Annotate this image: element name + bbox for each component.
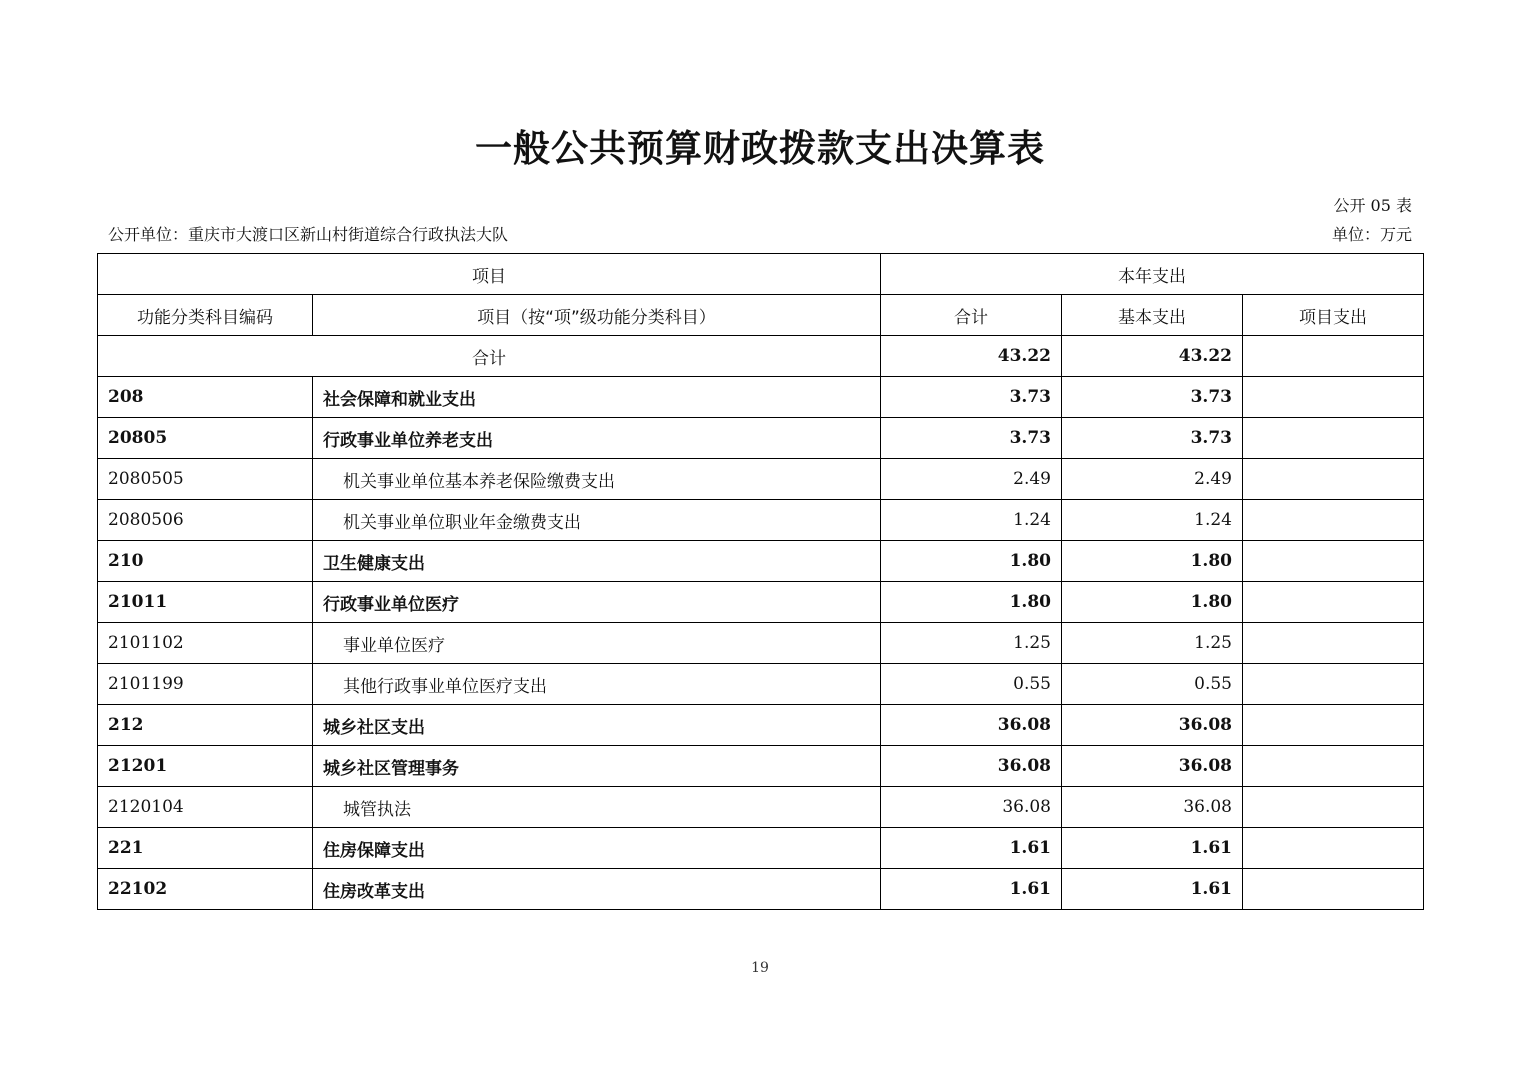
- table-row: [98, 787, 1424, 828]
- table-row: [98, 746, 1424, 787]
- row-code: 21011: [98, 582, 313, 623]
- total-project: [1243, 336, 1424, 377]
- row-item-name: 住房改革支出: [313, 869, 881, 910]
- row-code: 2080506: [98, 500, 313, 541]
- header-current-year: 本年支出: [881, 254, 1424, 295]
- currency-unit: 单位：万元: [1331, 225, 1412, 244]
- row-total: 1.24: [881, 500, 1062, 541]
- row-total: 36.08: [881, 705, 1062, 746]
- row-item-name: 其他行政事业单位医疗支出: [313, 664, 881, 705]
- row-project: [1243, 623, 1424, 664]
- total-basic: 43.22: [1062, 336, 1243, 377]
- row-project: [1243, 418, 1424, 459]
- table-row: [98, 459, 1424, 500]
- table-row: [98, 705, 1424, 746]
- row-basic: 1.61: [1062, 869, 1243, 910]
- table-row: [98, 623, 1424, 664]
- table-row: [98, 377, 1424, 418]
- total-amount: 43.22: [881, 336, 1062, 377]
- row-item-name: 行政事业单位养老支出: [313, 418, 881, 459]
- unit-info-row: [108, 222, 1412, 245]
- reporting-unit: 公开单位：重庆市大渡口区新山村街道综合行政执法大队: [108, 225, 509, 244]
- total-label: 合计: [98, 336, 881, 377]
- table-row: [98, 828, 1424, 869]
- table-row: [98, 869, 1424, 910]
- row-project: [1243, 664, 1424, 705]
- row-item-name: 城管执法: [313, 787, 881, 828]
- row-code: 210: [98, 541, 313, 582]
- row-total: 1.80: [881, 541, 1062, 582]
- row-project: [1243, 705, 1424, 746]
- row-code: 21201: [98, 746, 313, 787]
- table-row: [98, 500, 1424, 541]
- budget-table: [97, 253, 1424, 910]
- table-row: [98, 664, 1424, 705]
- table-row: [98, 418, 1424, 459]
- row-project: [1243, 787, 1424, 828]
- row-project: [1243, 828, 1424, 869]
- row-item-name: 社会保障和就业支出: [313, 377, 881, 418]
- header-project: 项目: [98, 254, 881, 295]
- row-basic: 1.61: [1062, 828, 1243, 869]
- row-project: [1243, 377, 1424, 418]
- row-total: 36.08: [881, 787, 1062, 828]
- header-project-expense: 项目支出: [1243, 295, 1424, 336]
- row-code: 2120104: [98, 787, 313, 828]
- row-basic: 3.73: [1062, 418, 1243, 459]
- page-number: 19: [751, 960, 769, 976]
- row-project: [1243, 582, 1424, 623]
- row-item-name: 城乡社区支出: [313, 705, 881, 746]
- row-basic: 2.49: [1062, 459, 1243, 500]
- row-code: 2101199: [98, 664, 313, 705]
- row-item-name: 城乡社区管理事务: [313, 746, 881, 787]
- row-basic: 1.24: [1062, 500, 1243, 541]
- row-project: [1243, 541, 1424, 582]
- row-project: [1243, 746, 1424, 787]
- row-total: 0.55: [881, 664, 1062, 705]
- row-code: 20805: [98, 418, 313, 459]
- row-basic: 1.25: [1062, 623, 1243, 664]
- row-total: 1.80: [881, 582, 1062, 623]
- row-total: 2.49: [881, 459, 1062, 500]
- row-total: 3.73: [881, 377, 1062, 418]
- row-total: 36.08: [881, 746, 1062, 787]
- header-item-name: 项目（按“项”级功能分类科目）: [313, 295, 881, 336]
- row-basic: 1.80: [1062, 541, 1243, 582]
- row-basic: 0.55: [1062, 664, 1243, 705]
- total-row: [98, 336, 1424, 377]
- row-basic: 36.08: [1062, 746, 1243, 787]
- row-total: 1.25: [881, 623, 1062, 664]
- row-code: 2101102: [98, 623, 313, 664]
- row-project: [1243, 500, 1424, 541]
- header-row-1: [98, 254, 1424, 295]
- row-total: 3.73: [881, 418, 1062, 459]
- row-item-name: 机关事业单位基本养老保险缴费支出: [313, 459, 881, 500]
- row-code: 208: [98, 377, 313, 418]
- row-code: 22102: [98, 869, 313, 910]
- row-code: 2080505: [98, 459, 313, 500]
- row-item-name: 行政事业单位医疗: [313, 582, 881, 623]
- table-row: [98, 582, 1424, 623]
- row-item-name: 机关事业单位职业年金缴费支出: [313, 500, 881, 541]
- row-basic: 3.73: [1062, 377, 1243, 418]
- row-code: 212: [98, 705, 313, 746]
- row-project: [1243, 869, 1424, 910]
- header-row-2: [98, 295, 1424, 336]
- header-basic: 基本支出: [1062, 295, 1243, 336]
- row-item-name: 卫生健康支出: [313, 541, 881, 582]
- table-row: [98, 541, 1424, 582]
- header-total: 合计: [881, 295, 1062, 336]
- row-project: [1243, 459, 1424, 500]
- row-item-name: 事业单位医疗: [313, 623, 881, 664]
- row-total: 1.61: [881, 828, 1062, 869]
- row-basic: 36.08: [1062, 705, 1243, 746]
- row-total: 1.61: [881, 869, 1062, 910]
- page-title: 一般公共预算财政拨款支出决算表: [475, 127, 1045, 170]
- row-basic: 36.08: [1062, 787, 1243, 828]
- row-item-name: 住房保障支出: [313, 828, 881, 869]
- header-code: 功能分类科目编码: [98, 295, 313, 336]
- row-code: 221: [98, 828, 313, 869]
- form-number: 公开 05 表: [1333, 196, 1412, 215]
- row-basic: 1.80: [1062, 582, 1243, 623]
